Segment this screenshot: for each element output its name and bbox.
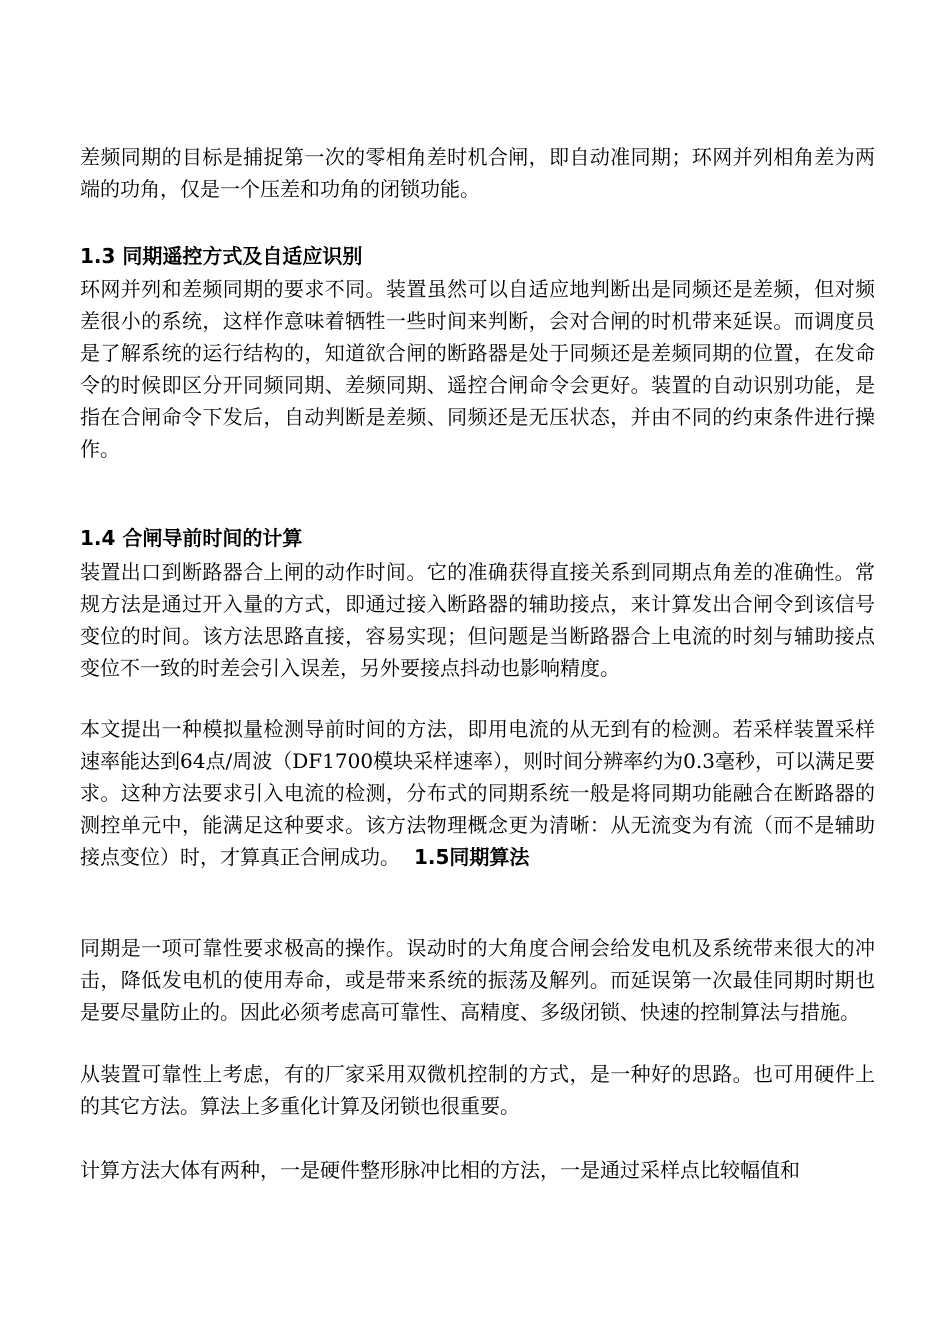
section-1-4-paragraph-2 [80, 713, 875, 873]
intro-paragraph: 差频同期的目标是捕捉第一次的零相角差时机合闸，即自动准同期；环网并列相角差为两端的功角，仅是一个压差和功角的闭锁功能。 [80, 145, 875, 201]
section-1-5-paragraph-3: 计算方法大体有两种，一是硬件整形脉冲比相的方法，一是通过采样点比较幅值和 [80, 1158, 800, 1182]
section-1-3-heading: 1.3 同期遥控方式及自适应识别 [80, 244, 363, 268]
section-1-5-heading: 1.5同期算法 [414, 845, 530, 869]
section-1-4-paragraph-2-text: 本文提出一种模拟量检测导前时间的方法，即用电流的从无到有的检测。若采样装置采样速率能达到64点/周波（DF1700模块采样速率），则时间分辨率约为0.3毫秒，可以满足要求。这种方法要求引入电流的检测，分布式的同期系统一般是将同期功能融合在断路器的测控单元中，能满足这种要求。该方法物理概念更为清晰：从无流变为有流（而不是辅助接点变位）时，才算真正合闸成功。 [80, 717, 875, 869]
section-1-4-heading: 1.4 合闸导前时间的计算 [80, 526, 303, 550]
section-1-5-paragraph-1: 同期是一项可靠性要求极高的操作。误动时的大角度合闸会给发电机及系统带来很大的冲击，降低发电机的使用寿命，或是带来系统的振荡及解列。而延误第一次最佳同期时期也是要尽量防止的。因此必须考虑高可靠性、高精度、多级闭锁、快速的控制算法与措施。 [80, 936, 875, 1024]
section-1-3-paragraph: 环网并列和差频同期的要求不同。装置虽然可以自适应地判断出是同频还是差频，但对频差很小的系统，这样作意味着牺牲一些时间来判断，会对合闸的时机带来延误。而调度员是了解系统的运行结构的，知道欲合闸的断路器是处于同频还是差频同期的位置，在发命令的时候即区分开同频同期、差频同期、遥控合闸命令会更好。装置的自动识别功能，是指在合闸命令下发后，自动判断是差频、同频还是无压状态，并由不同的约束条件进行操作。 [80, 277, 875, 461]
section-1-5-paragraph-2: 从装置可靠性上考虑，有的厂家采用双微机控制的方式，是一种好的思路。也可用硬件上的其它方法。算法上多重化计算及闭锁也很重要。 [80, 1062, 875, 1118]
section-1-4-paragraph-1: 装置出口到断路器合上闸的动作时间。它的准确获得直接关系到同期点角差的准确性。常规方法是通过开入量的方式，即通过接入断路器的辅助接点，来计算发出合闸令到该信号变位的时间。该方法思路直接，容易实现；但问题是当断路器合上电流的时刻与辅助接点变位不一致的时差会引入误差，另外要接点抖动也影响精度。 [80, 560, 875, 680]
